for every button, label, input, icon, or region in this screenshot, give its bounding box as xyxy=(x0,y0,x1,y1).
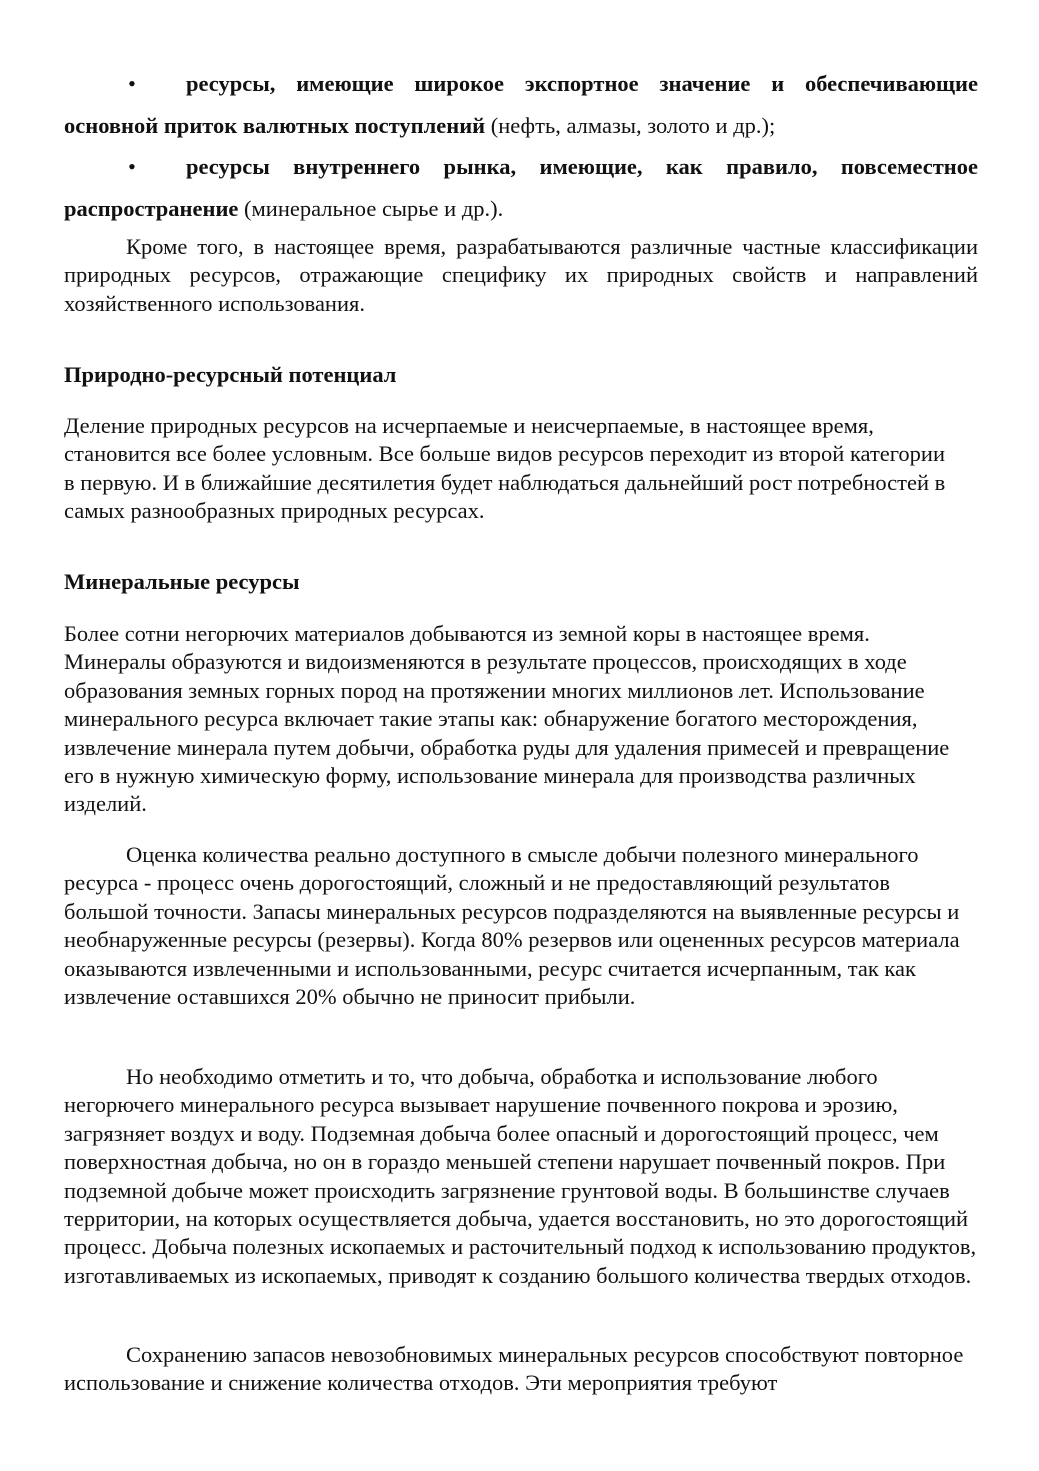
section2-paragraph-4: Сохранению запасов невозобновимых минеральных ресурсов способствуют повторное использование и снижение количества отходов. Эти мероприятия требуют xyxy=(64,1342,964,1396)
section2-paragraph-2: Оценка количества реально доступного в смысле добычи полезного минерального ресурса - процесс очень дорогостоящий, сложный и не предоставляющий результатов большой точности. Запасы минеральных ресурсов подразделяются на выявленные ресурсы и необнаруженные ресурсы (резервы). Когда 80% резервов или оцененных ресурсов материала оказываются извлеченными и использованными, ресурс считается исчерпанным, так как извлечение оставшихся 20% обычно не приносит прибыли. xyxy=(64,842,960,1010)
section2-paragraph-3: Но необходимо отметить и то, что добыча, обработка и использование любого негорючего минерального ресурса вызывает нарушение почвенного покрова и эрозию, загрязняет воздух и воду. Подземная добыча более опасный и дорогостоящий процесс, чем поверхностная добыча, но он в гораздо меньшей степени нарушает почвенный покров. При подземной добыче может происходить загрязнение грунтовой воды. В большинстве случаев территории, на которых осуществляется добыча, удается восстановить, но это дорогостоящий процесс. Добыча полезных ископаемых и расточительный подход к использованию продуктов, изготавливаемых из ископаемых, приводят к созданию большого количества твердых отходов. xyxy=(64,1064,977,1288)
bullet-item-export-resources xyxy=(64,63,978,147)
bullet-bold-text: ресурсы внутреннего рынка, имеющие, как правило, повсеместное распространение xyxy=(64,154,978,221)
section-heading-natural-resource-potential: Природно-ресурсный потенциал xyxy=(64,362,397,387)
bullet-marker: • xyxy=(128,71,136,96)
bullet-item-domestic-resources xyxy=(64,146,978,230)
bullet-marker: • xyxy=(128,154,136,179)
section2-paragraph-1: Более сотни негорючих материалов добываются из земной коры в настоящее время. Минералы образуются и видоизменяются в результате процессов, происходящих в ходе образования земных горных пород на протяжении многих миллионов лет. Использование минерального ресурса включает такие этапы как: обнаружение богатого месторождения, извлечение минерала путем добычи, обработка руды для удаления примесей и превращение его в нужную химическую форму, использование минерала для производства различных изделий. xyxy=(64,621,950,817)
section1-paragraph: Деление природных ресурсов на исчерпаемые и неисчерпаемые, в настоящее время, становится все более условным. Все больше видов ресурсов переходит из второй категории в первую. И в ближайшие десятилетия будет наблюдаться дальнейший рост потребностей в самых разнообразных природных ресурсах. xyxy=(64,413,946,524)
bullet-normal-text: (минеральное сырье и др.). xyxy=(238,196,504,221)
bullet-normal-text: (нефть, алмазы, золото и др.); xyxy=(485,113,776,138)
intro-paragraph: Кроме того, в настоящее время, разрабатываются различные частные классификации природных ресурсов, отражающие специфику их природных свойств и направлений хозяйственного использования. xyxy=(64,234,978,316)
bullet-bold-text: ресурсы, имеющие широкое экспортное значение и обеспечивающие основной приток валютных поступлений xyxy=(64,71,978,138)
section-heading-mineral-resources: Минеральные ресурсы xyxy=(64,569,300,594)
